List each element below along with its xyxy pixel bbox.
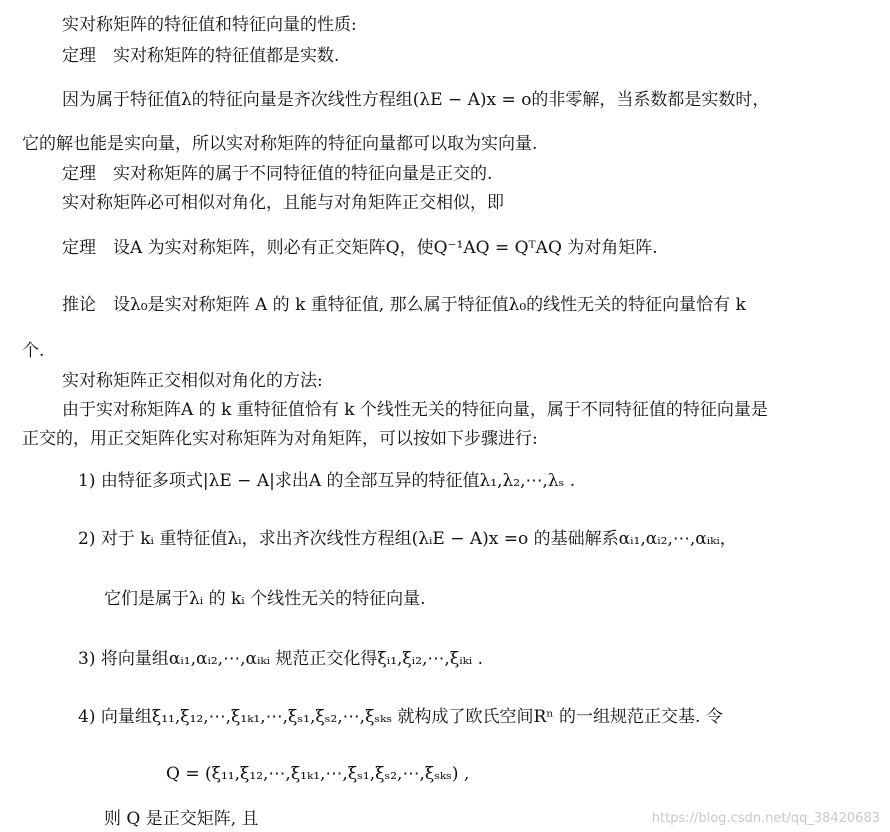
step-3: 3) 将向量组αᵢ₁,αᵢ₂,⋯,αᵢₖᵢ 规范正交化得ξᵢ₁,ξᵢ₂,⋯,ξᵢₖᵢ . — [78, 649, 484, 669]
conclusion-line: 则 Q 是正交矩阵, 且 — [104, 809, 259, 829]
statement-diagonalizable: 实对称矩阵必可相似对角化，且能与对角矩阵正交相似，即 — [62, 193, 504, 213]
section-heading-method: 实对称矩阵正交相似对角化的方法: — [62, 371, 323, 391]
corollary-multiplicity-line1: 推论 设λ₀是实对称矩阵 A 的 k 重特征值, 那么属于特征值λ₀的线性无关的特征向量恰有 k — [62, 295, 746, 315]
theorem-orthogonal-similarity: 定理 设A 为实对称矩阵，则必有正交矩阵Q，使Q⁻¹AQ = QᵀAQ 为对角矩阵. — [62, 238, 658, 258]
paragraph-reason-line2: 它的解也能是实向量，所以实对称矩阵的特征向量都可以取为实向量. — [22, 134, 538, 154]
step-4: 4) 向量组ξ₁₁,ξ₁₂,⋯,ξ₁ₖ₁,⋯,ξₛ₁,ξₛ₂,⋯,ξₛₖₛ 就构成了欧氏空间Rⁿ 的一组规范正交基. 令 — [78, 707, 723, 727]
corollary-multiplicity-line2: 个. — [22, 341, 45, 361]
watermark: https://blog.csdn.net/qq_38420683 — [651, 811, 880, 826]
section-heading-properties: 实对称矩阵的特征值和特征向量的性质: — [62, 15, 357, 35]
step-1: 1) 由特征多项式|λE − A|求出A 的全部互异的特征值λ₁,λ₂,⋯,λₛ . — [78, 471, 576, 491]
theorem-orthogonal-eigenvectors: 定理 实对称矩阵的属于不同特征值的特征向量是正交的. — [62, 164, 493, 184]
step-2: 2) 对于 kᵢ 重特征值λᵢ，求出齐次线性方程组(λᵢE − A)x =o 的基础解系αᵢ₁,αᵢ₂,⋯,αᵢₖᵢ， — [78, 529, 737, 549]
formula-q-matrix: Q = (ξ₁₁,ξ₁₂,⋯,ξ₁ₖ₁,⋯,ξₛ₁,ξₛ₂,⋯,ξₛₖₛ) , — [166, 764, 470, 784]
paragraph-reason-line1: 因为属于特征值λ的特征向量是齐次线性方程组(λE − A)x = o的非零解，当系数都是实数时， — [62, 90, 770, 110]
theorem-real-eigenvalues: 定理 实对称矩阵的特征值都是实数. — [62, 46, 340, 66]
paragraph-method-line1: 由于实对称矩阵A 的 k 重特征值恰有 k 个线性无关的特征向量，属于不同特征值的特征向量是 — [62, 400, 768, 420]
step-2-continuation: 它们是属于λᵢ 的 kᵢ 个线性无关的特征向量. — [104, 589, 426, 609]
paragraph-method-line2: 正交的，用正交矩阵化实对称矩阵为对角矩阵，可以按如下步骤进行: — [22, 429, 538, 449]
